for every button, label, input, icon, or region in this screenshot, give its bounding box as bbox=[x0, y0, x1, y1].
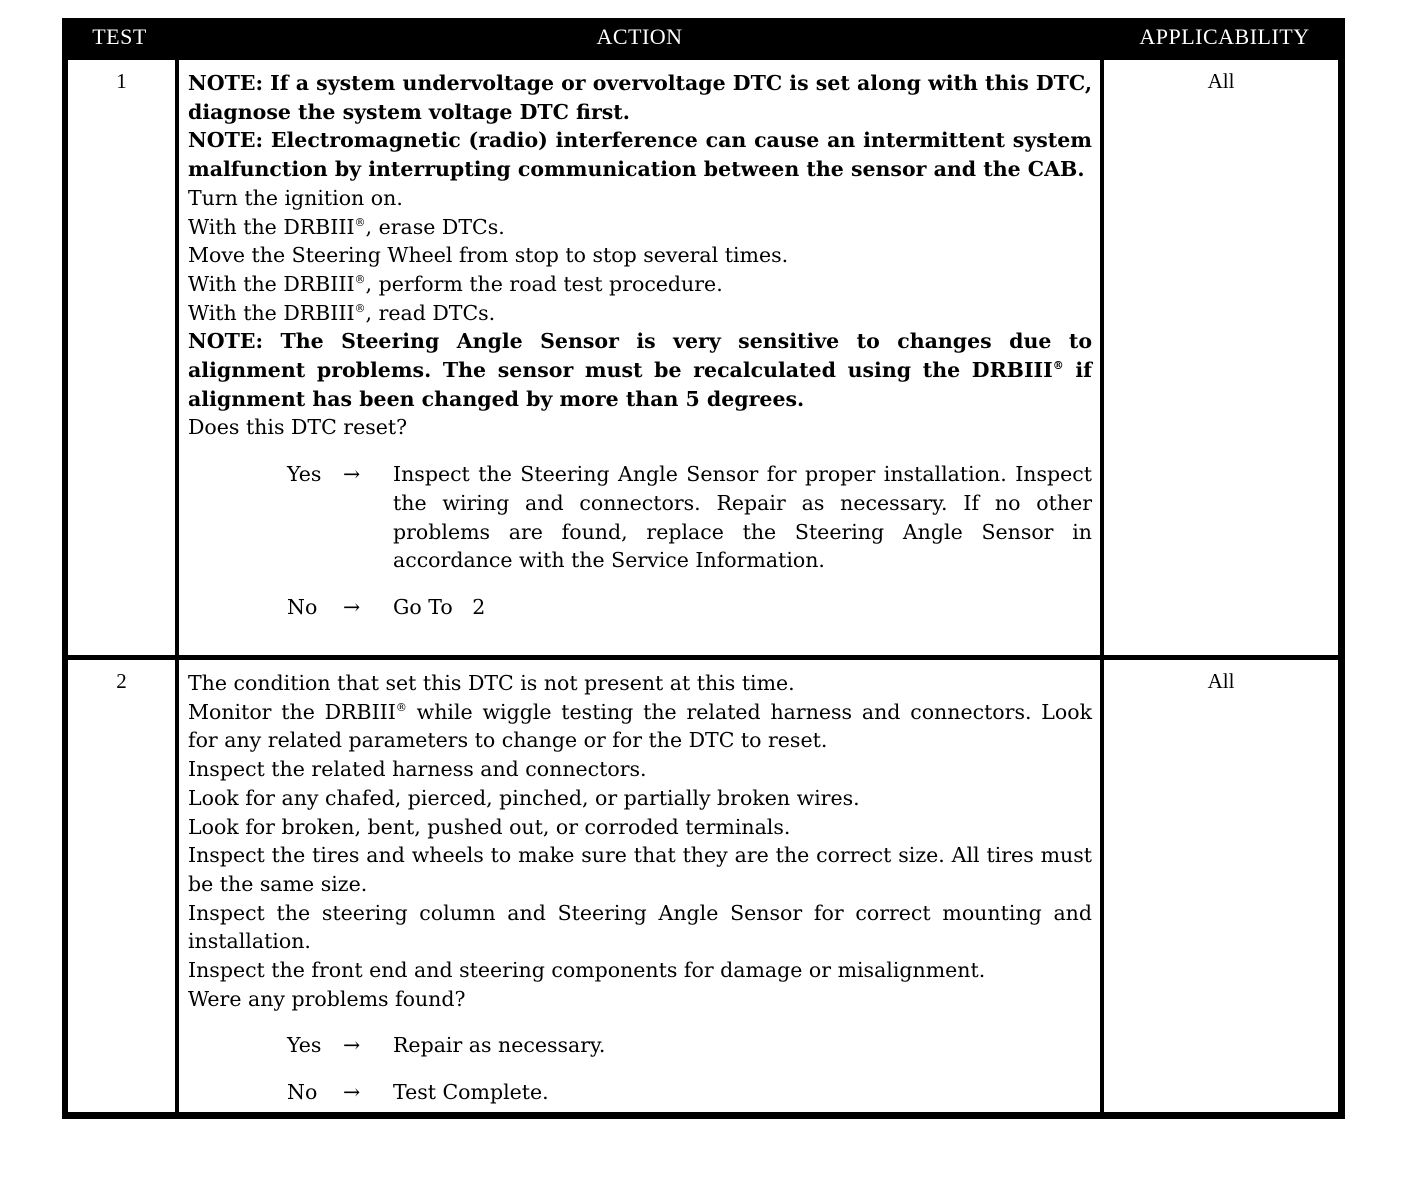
row-1-step-move-wheel: Move the Steering Wheel from stop to stop several times. bbox=[188, 243, 789, 268]
yes-label: Yes bbox=[287, 1033, 322, 1058]
row-1-note-voltage: NOTE: If a system undervoltage or overvoltage DTC is set along with this DTC, diagnose the system voltage DTC first. bbox=[188, 71, 1092, 124]
row-1-question: Does this DTC reset? bbox=[188, 415, 408, 440]
row-2-yes-result bbox=[287, 1031, 1092, 1060]
row-1-note-interference: NOTE: Electromagnetic (radio) interference can cause an intermittent system malfunction by interrupting communication between the sensor and the CAB. bbox=[188, 128, 1092, 182]
row-2-monitor: Monitor the DRBIII® while wiggle testing the related harness and connectors. Look for any related parameters to change or for the DTC to reset. bbox=[188, 699, 1092, 753]
row-1-no-result bbox=[287, 593, 1092, 622]
row-2-question: Were any problems found? bbox=[188, 986, 466, 1011]
arrow-right-icon: → bbox=[343, 1080, 361, 1105]
row-1-no-text: Go To 2 bbox=[393, 594, 486, 619]
diagnostic-test-table bbox=[62, 18, 1345, 1119]
row-1-yes-result bbox=[287, 460, 1092, 575]
arrow-right-icon: → bbox=[343, 1033, 361, 1058]
row-1-yes-text: Inspect the Steering Angle Sensor for proper installation. Inspect the wiring and connectors. Repair as necessary. If no other problems are found, replace the Steering Angle Sensor in accordance with the Service Information. bbox=[393, 462, 1092, 573]
row-2-no-text: Test Complete. bbox=[393, 1080, 549, 1105]
no-label: No bbox=[287, 594, 318, 619]
row-2-inspect-harness: Inspect the related harness and connectors. bbox=[188, 757, 647, 782]
arrow-right-icon: → bbox=[343, 594, 361, 619]
row-2-no-result bbox=[287, 1078, 1092, 1107]
header-applicability: APPLICABILITY bbox=[1139, 24, 1310, 49]
row-2-yes-text: Repair as necessary. bbox=[393, 1033, 606, 1058]
row-2-inspect-column: Inspect the steering column and Steering Angle Sensor for correct mounting and installation. bbox=[188, 900, 1092, 954]
row-1-test-number: 1 bbox=[68, 60, 175, 655]
row-1-step-ignition: Turn the ignition on. bbox=[188, 185, 403, 210]
row-2-action bbox=[179, 660, 1100, 1112]
row-2-inspect-front-end: Inspect the front end and steering components for damage or misalignment. bbox=[188, 958, 986, 983]
row-1-applicability: All bbox=[1104, 60, 1338, 655]
row-2-condition: The condition that set this DTC is not present at this time. bbox=[188, 671, 795, 695]
row-2-look-wires: Look for any chafed, pierced, pinched, or partially broken wires. bbox=[188, 785, 860, 810]
row-1-note-alignment: NOTE: The Steering Angle Sensor is very sensitive to changes due to alignment problems. The sensor must be recalculated using the DRBIII® if alignment has been changed by more than 5 degrees. bbox=[188, 329, 1092, 411]
row-1-step-read-dtcs: With the DRBIII®, read DTCs. bbox=[188, 300, 496, 325]
row-2-applicability: All bbox=[1104, 660, 1338, 1112]
row-2-test-number: 2 bbox=[68, 660, 175, 1112]
yes-label: Yes bbox=[287, 462, 322, 487]
arrow-right-icon: → bbox=[343, 462, 361, 487]
header-test: TEST bbox=[92, 24, 147, 49]
row-2-inspect-tires: Inspect the tires and wheels to make sure that they are the correct size. All tires must be the same size. bbox=[188, 843, 1092, 896]
header-action: ACTION bbox=[596, 24, 683, 49]
no-label: No bbox=[287, 1080, 318, 1105]
row-1-step-erase-dtcs: With the DRBIII®, erase DTCs. bbox=[188, 214, 505, 239]
row-1-action bbox=[179, 60, 1100, 655]
row-2-look-terminals: Look for broken, bent, pushed out, or corroded terminals. bbox=[188, 814, 791, 839]
row-1-step-road-test: With the DRBIII®, perform the road test procedure. bbox=[188, 271, 723, 296]
